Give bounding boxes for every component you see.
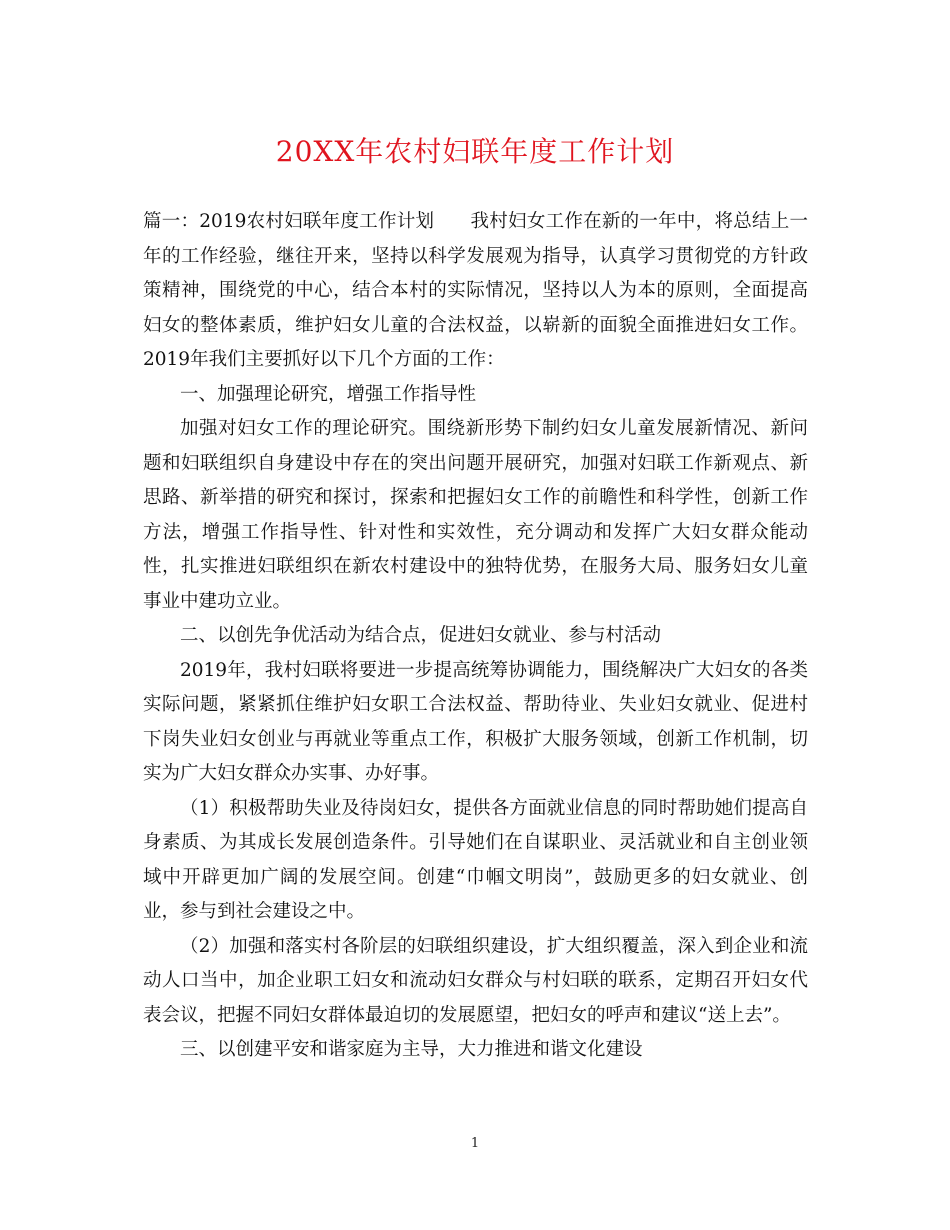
list-item-1: （1）积极帮助失业及待岗妇女，提供各方面就业信息的同时帮助她们提高自身素质、为其成长发展创造条件。引导她们在自谋职业、灵活就业和自主创业领域中开辟更加广阔的发展空间。创建“巾帼文明岗”，鼓励更多的妇女就业、创业，参与到社会建设之中。 <box>143 797 808 922</box>
intro-label: 篇一：2019农村妇联年度工作计划 <box>143 211 435 232</box>
section2-heading: 二、以创先争优活动为结合点，促进妇女就业、参与村活动 <box>180 625 662 646</box>
list-item-2: （2）加强和落实村各阶层的妇联组织建设，扩大组织覆盖，深入到企业和流动人口当中，加企业职工妇女和流动妇女群众与村妇联的联系，定期召开妇女代表会议，把握不同妇女群体最迫切的发展愿望，把妇女的呼声和建议“送上去”。 <box>143 935 808 1026</box>
section3-heading: 三、以创建平安和谐家庭为主导，大力推进和谐文化建设 <box>180 1039 643 1060</box>
page-number: 1 <box>470 1136 480 1151</box>
intro-paragraph <box>143 205 808 378</box>
section1-heading: 一、加强理论研究，增强工作指导性 <box>180 383 477 405</box>
document-title: 20XX年农村妇联年度工作计划 <box>275 135 675 168</box>
section2-body: 2019年，我村妇联将要进一步提高统筹协调能力，围绕解决广大妇女的各类实际问题，紧紧抓住维护妇女职工合法权益、帮助待业、失业妇女就业、促进村下岗失业妇女创业与再就业等重点工作，积极扩大服务领域，创新工作机制，切实为广大妇女群众办实事、办好事。 <box>143 659 808 784</box>
intro-text: 我村妇女工作在新的一年中，将总结上一年的工作经验，继往开来，坚持以科学发展观为指导，认真学习贯彻党的方针政策精神，围绕党的中心，结合本村的实际情况，坚持以人为本的原则，全面提高妇女的整体素质，维护妇女儿童的合法权益，以崭新的面貌全面推进妇女工作。2019年我们主要抓好以下几个方面的工作： <box>143 211 808 370</box>
document-body <box>143 205 808 1068</box>
section1-body: 加强对妇女工作的理论研究。围绕新形势下制约妇女儿童发展新情况、新问题和妇联组织自身建设中存在的突出问题开展研究，加强对妇联工作新观点、新思路、新举措的研究和探讨，探索和把握妇女工作的前瞻性和科学性，创新工作方法，增强工作指导性、针对性和实效性，充分调动和发挥广大妇女群众能动性，扎实推进妇联组织在新农村建设中的独特优势，在服务大局、服务妇女儿童事业中建功立业。 <box>143 418 808 612</box>
